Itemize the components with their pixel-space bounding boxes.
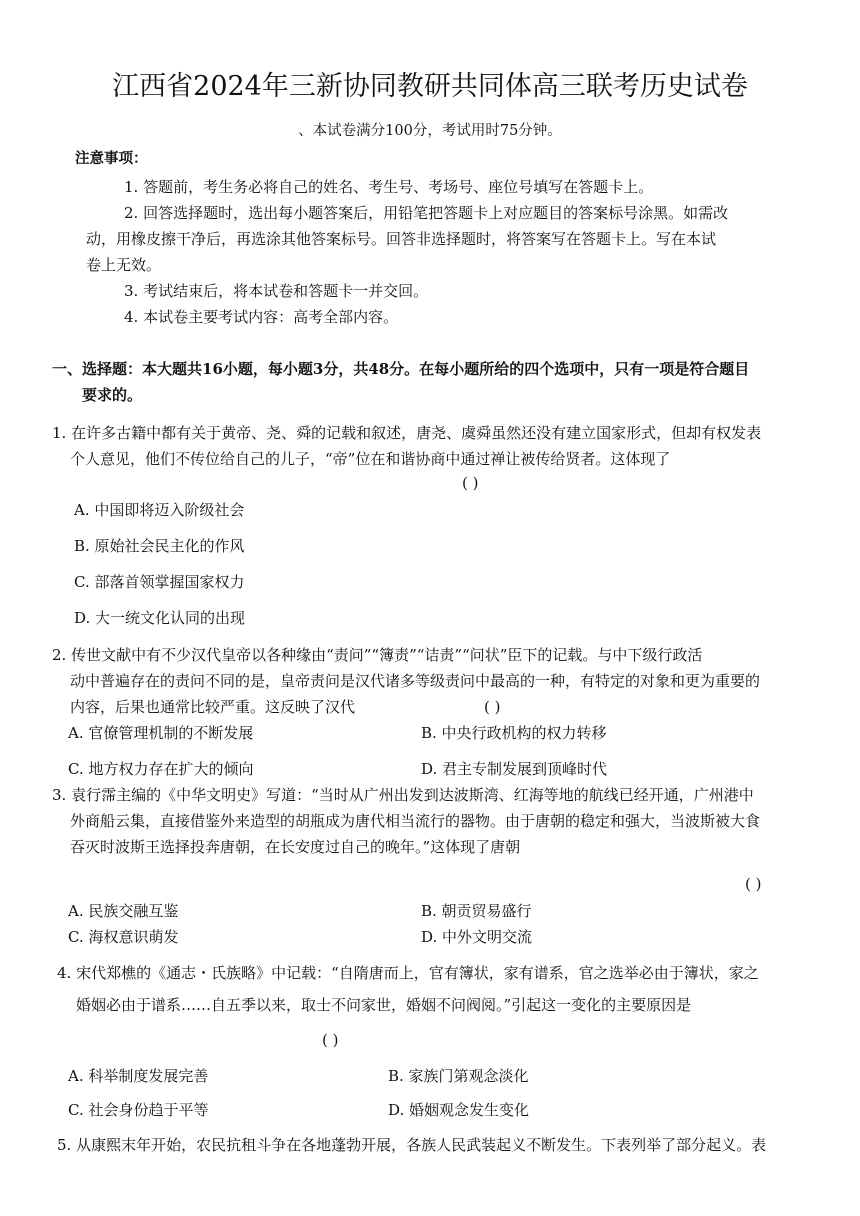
option-d: D. 君主专制发展到顶峰时代 (421, 760, 608, 778)
notice-line: 1. 答题前，考生务必将自己的姓名、考生号、考场号、座位号填写在答题卡上。 (124, 178, 654, 196)
option-b: B. 朝贡贸易盛行 (421, 902, 532, 920)
option-d: D. 大一统文化认同的出现 (74, 609, 246, 627)
option-b: B. 家族门第观念淡化 (388, 1067, 529, 1085)
question-2-text: 2. 传世文献中有不少汉代皇帝以各种缘由“责问”“簿责”“诘责”“问状”臣下的记载。与中下级行政活 (52, 646, 703, 664)
question-3-text: 外商船云集，直接借鉴外来造型的胡瓶成为唐代相当流行的器物。由于唐朝的稳定和强大，当波斯被大食 (70, 812, 761, 830)
question-2-text: 动中普遍存在的责问不同的是，皇帝责问是汉代诸多等级责问中最高的一种，有特定的对象和更为重要的 (70, 672, 761, 690)
option-c: C. 部落首领掌握国家权力 (74, 573, 245, 591)
option-d: D. 中外文明交流 (421, 928, 533, 946)
option-a: A. 官僚管理机制的不断发展 (68, 724, 254, 742)
option-a: A. 科举制度发展完善 (68, 1067, 209, 1085)
option-c: C. 海权意识萌发 (68, 928, 179, 946)
notice-line: 4. 本试卷主要考试内容：高考全部内容。 (124, 308, 399, 326)
option-b: B. 原始社会民主化的作风 (74, 537, 245, 555)
answer-bracket: ( ) (462, 474, 479, 492)
section-heading: 要求的。 (82, 386, 143, 404)
notice-line: 2. 回答选择题时，选出每小题答案后，用铅笔把答题卡上对应题目的答案标号涂黑。如需改 (124, 204, 729, 222)
notice-heading: 注意事项： (75, 150, 148, 167)
answer-bracket: ( ) (745, 875, 762, 893)
question-2-text: 内容，后果也通常比较严重。这反映了汉代 (70, 698, 356, 716)
answer-bracket: ( ) (484, 698, 501, 716)
question-1-text: 1. 在许多古籍中都有关于黄帝、尧、舜的记载和叙述，唐尧、虞舜虽然还没有建立国家形式，但却有权发表 (52, 424, 762, 442)
option-c: C. 地方权力存在扩大的倾向 (68, 760, 254, 778)
option-a: A. 中国即将迈入阶级社会 (74, 501, 245, 519)
option-c: C. 社会身份趋于平等 (68, 1101, 209, 1119)
question-3-text: 3. 袁行霈主编的《中华文明史》写道：“当时从广州出发到达波斯湾、红海等地的航线已经开通，广州港中 (52, 786, 754, 804)
notice-line: 动，用橡皮擦干净后，再选涂其他答案标号。回答非选择题时，将答案写在答题卡上。写在本试 (86, 230, 717, 248)
option-b: B. 中央行政机构的权力转移 (421, 724, 607, 742)
section-heading: 一、选择题：本大题共16小题，每小题3分，共48分。在每小题所给的四个选项中，只有一项是符合题目 (52, 360, 750, 378)
exam-title: 江西省2024年三新协同教研共同体高三联考历史试卷 (112, 71, 748, 102)
question-3-text: 吞灭时波斯王选择投奔唐朝，在长安度过自己的晚年。”这体现了唐朝 (70, 838, 521, 856)
answer-bracket: ( ) (322, 1031, 339, 1049)
question-4-text: 4. 宋代郑樵的《通志・氏族略》中记载：“自隋唐而上，官有簿状，家有谱系，官之选举必由于簿状，家之 (57, 964, 759, 982)
exam-subtitle: 、本试卷满分100分，考试用时75分钟。 (298, 123, 562, 139)
option-a: A. 民族交融互鉴 (68, 902, 179, 920)
question-1-text: 个人意见，他们不传位给自己的儿子，“帝”位在和谐协商中通过禅让被传给贤者。这体现了 (70, 450, 671, 468)
question-5-text: 5. 从康熙末年开始，农民抗租斗争在各地蓬勃开展，各族人民武装起义不断发生。下表列举了部分起义。表 (57, 1136, 767, 1154)
notice-line: 卷上无效。 (86, 256, 162, 274)
option-d: D. 婚姻观念发生变化 (388, 1101, 530, 1119)
notice-line: 3. 考试结束后，将本试卷和答题卡一并交回。 (124, 282, 429, 300)
question-4-text: 婚姻必由于谱系……自五季以来，取士不问家世，婚姻不问阀阅。”引起这一变化的主要原因是 (76, 996, 692, 1014)
